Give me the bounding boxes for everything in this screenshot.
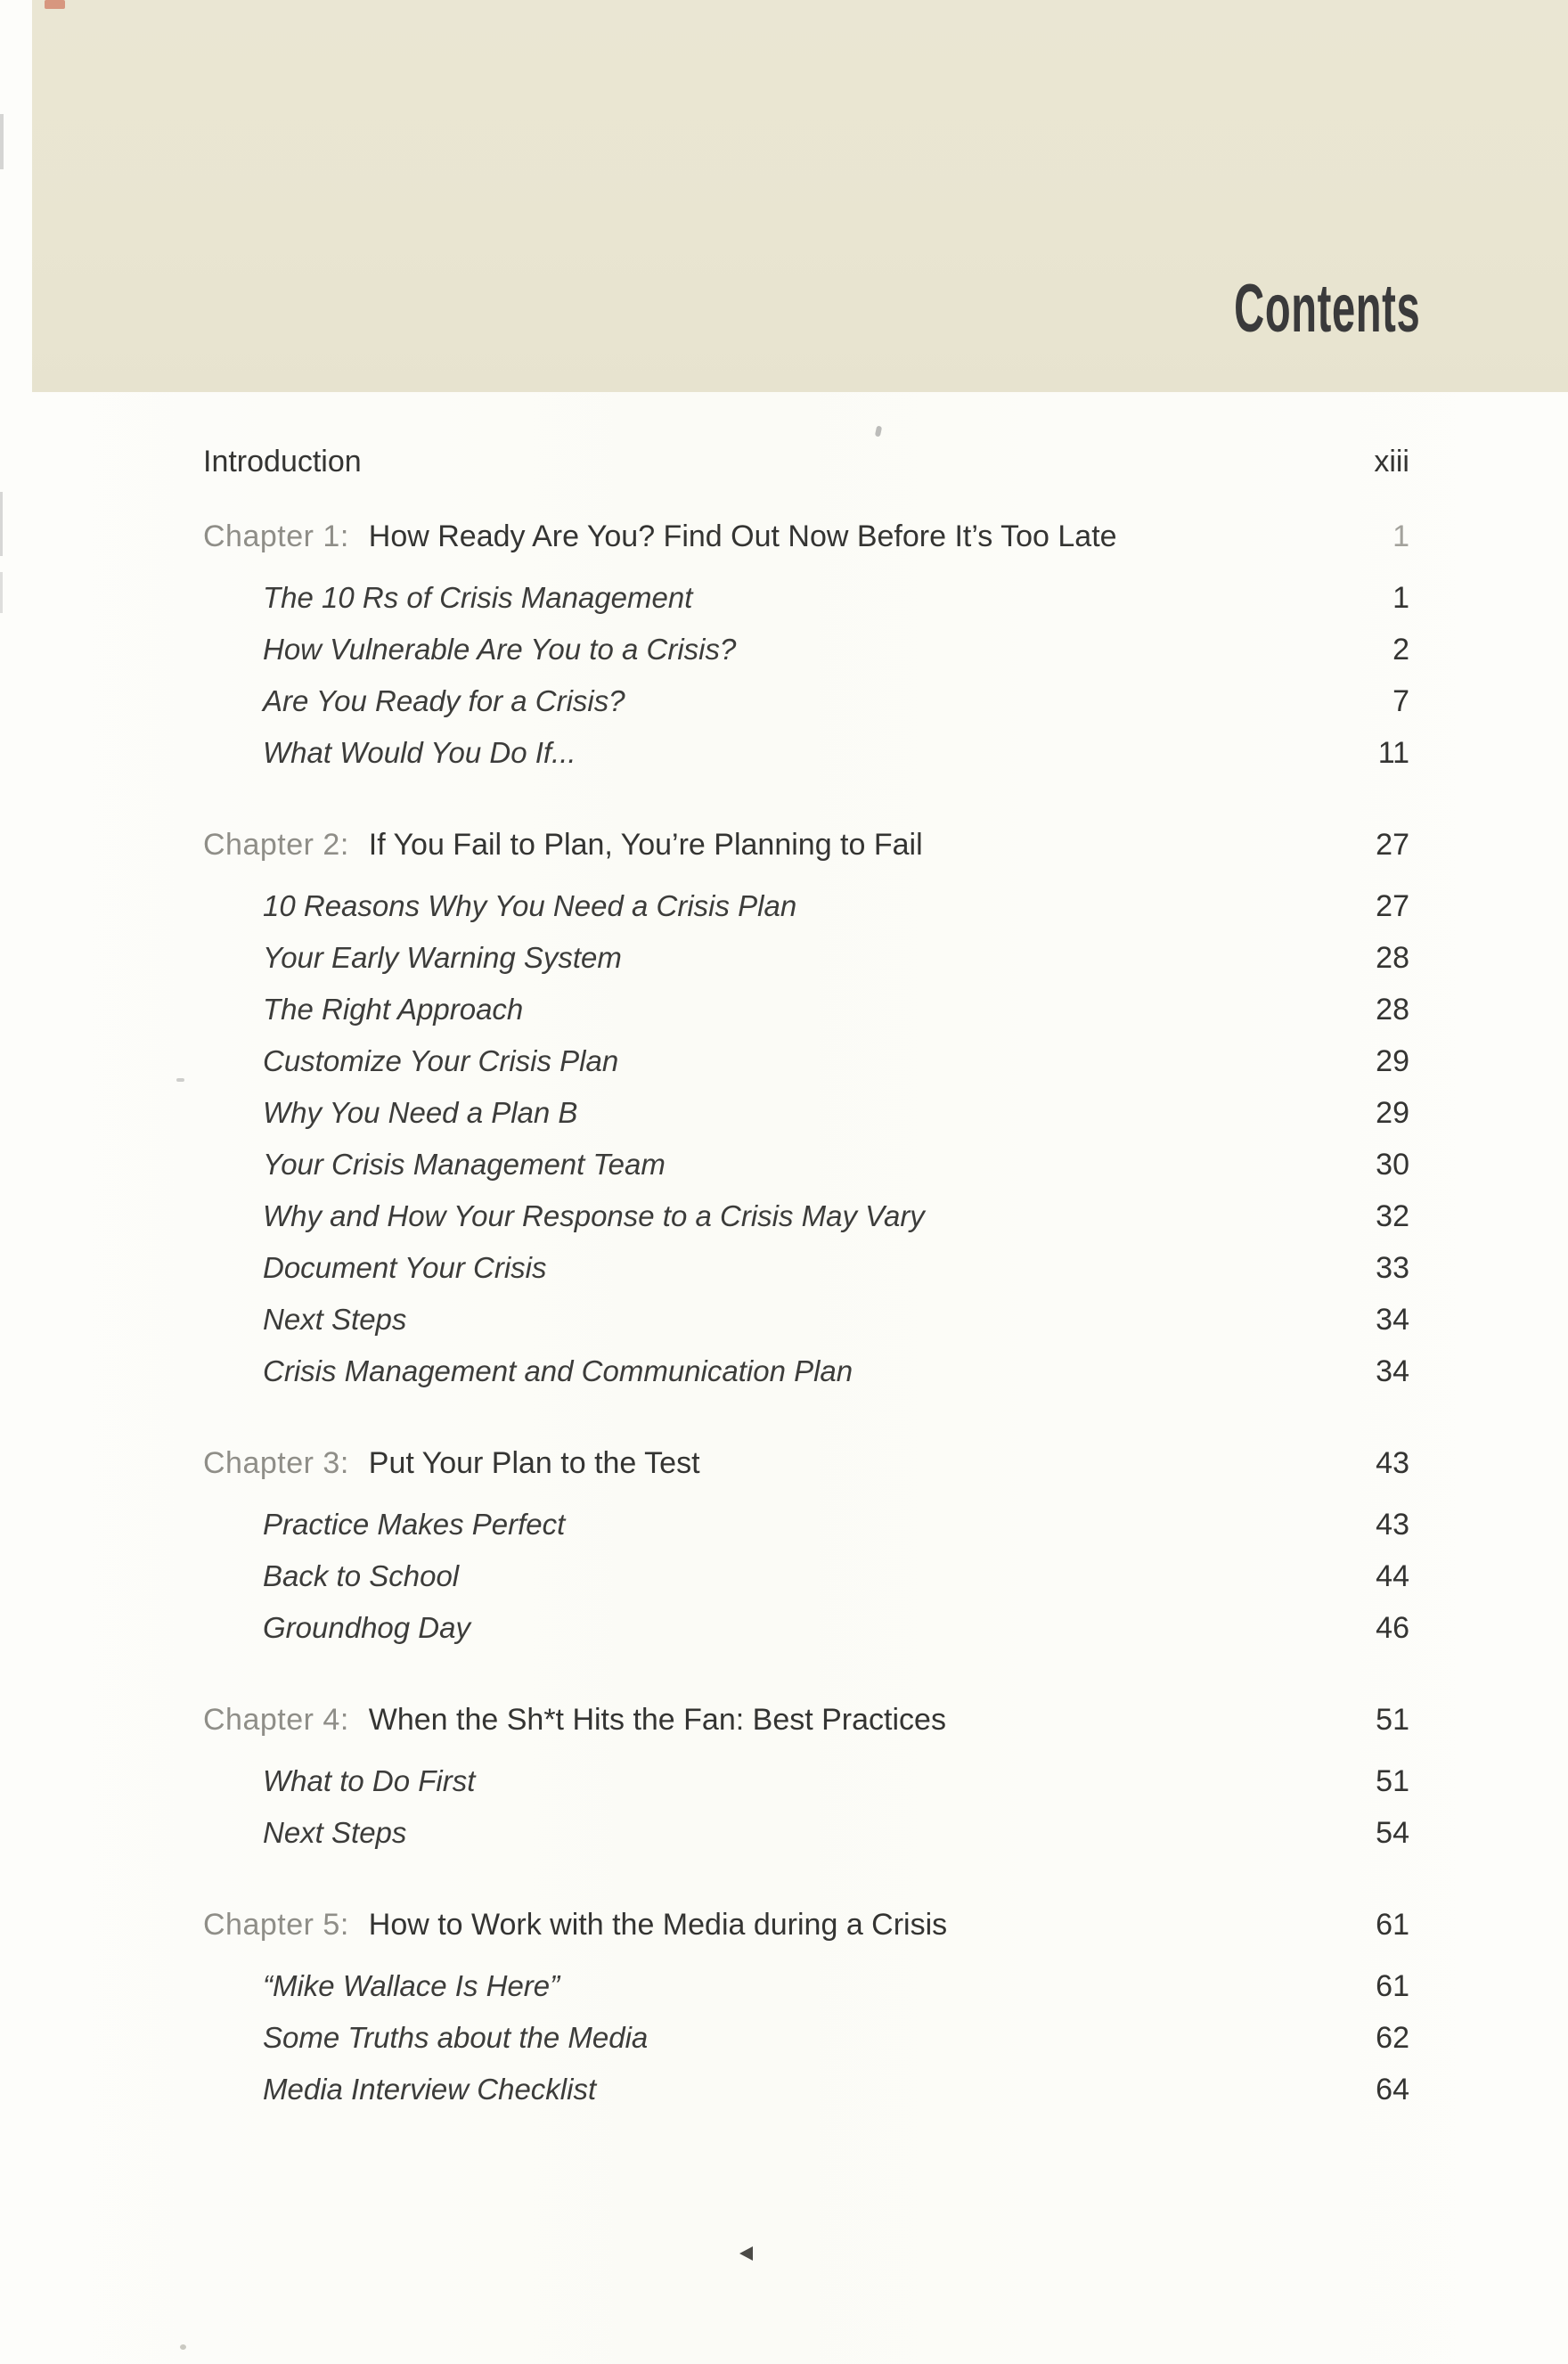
chapter-title: How to Work with the Media during a Crisis xyxy=(368,1908,948,1942)
section-title: Some Truths about the Media xyxy=(263,2021,649,2054)
toc-section-row xyxy=(203,1611,1409,1663)
page-number: 33 xyxy=(1376,1251,1409,1285)
scan-artifact-speck xyxy=(739,2246,753,2261)
page-number: 29 xyxy=(1376,1096,1409,1130)
chapter-number-label: Chapter 3: xyxy=(203,1446,349,1480)
page-number: 29 xyxy=(1376,1044,1409,1078)
page-number: 51 xyxy=(1376,1764,1409,1798)
toc-section-row xyxy=(203,1764,1409,1816)
toc-section-row xyxy=(203,1251,1409,1303)
chapter-3-heading xyxy=(203,1445,1409,1481)
page-number: 46 xyxy=(1376,1611,1409,1645)
chapter-3-sections xyxy=(203,1508,1409,1663)
toc-section-row xyxy=(203,1044,1409,1096)
header-band xyxy=(32,0,1568,392)
section-title: What Would You Do If... xyxy=(263,736,576,769)
toc-section-row xyxy=(203,581,1409,633)
toc-section-row xyxy=(203,1096,1409,1148)
page-number: 30 xyxy=(1376,1148,1409,1182)
section-title: Are You Ready for a Crisis? xyxy=(263,684,625,717)
page-number: 61 xyxy=(1376,1908,1409,1942)
page-number: 34 xyxy=(1376,1354,1409,1388)
chapter-number-label: Chapter 5: xyxy=(203,1908,349,1942)
section-title: Groundhog Day xyxy=(263,1611,470,1644)
page-number: 51 xyxy=(1376,1703,1409,1737)
chapter-number-label: Chapter 4: xyxy=(203,1703,349,1737)
toc-section-row xyxy=(203,736,1409,788)
toc-section-row xyxy=(203,1303,1409,1354)
section-title: How Vulnerable Are You to a Crisis? xyxy=(263,633,737,666)
toc-section-row xyxy=(203,2021,1409,2073)
section-title: The Right Approach xyxy=(263,993,524,1026)
toc-section-row xyxy=(203,1559,1409,1611)
scan-artifact-speck xyxy=(180,2344,186,2350)
table-of-contents xyxy=(0,392,1568,2124)
chapter-title: When the Sh*t Hits the Fan: Best Practices xyxy=(368,1703,946,1737)
section-title: 10 Reasons Why You Need a Crisis Plan xyxy=(263,889,797,922)
toc-section-row xyxy=(203,1816,1409,1868)
chapter-2-sections xyxy=(203,889,1409,1406)
chapter-number-label: Chapter 1: xyxy=(203,519,349,553)
section-title: The 10 Rs of Crisis Management xyxy=(263,581,693,614)
page-number: 43 xyxy=(1376,1446,1409,1480)
toc-section-row xyxy=(203,2073,1409,2124)
toc-entry-introduction xyxy=(203,444,1409,479)
toc-section-row xyxy=(203,1969,1409,2021)
section-title: Your Crisis Management Team xyxy=(263,1148,666,1181)
chapter-2-heading xyxy=(203,827,1409,863)
scan-artifact-edge-dash xyxy=(0,114,4,169)
page-number: 43 xyxy=(1376,1508,1409,1542)
chapter-5-heading xyxy=(203,1907,1409,1943)
page-number: 27 xyxy=(1376,828,1409,862)
section-title: Your Early Warning System xyxy=(263,941,622,974)
introduction-label: Introduction xyxy=(203,445,362,479)
page-number: 11 xyxy=(1377,736,1409,770)
page-number: 1 xyxy=(1392,519,1409,553)
page-number: 1 xyxy=(1392,581,1409,615)
section-title: Next Steps xyxy=(263,1816,407,1849)
page-number: 27 xyxy=(1376,889,1409,923)
section-title: Why You Need a Plan B xyxy=(263,1096,578,1129)
chapter-4-sections xyxy=(203,1764,1409,1868)
chapter-1-sections xyxy=(203,581,1409,788)
scan-artifact-red-mark xyxy=(45,0,65,9)
page-number: 2 xyxy=(1392,633,1409,667)
toc-section-row xyxy=(203,1148,1409,1199)
chapter-5-sections xyxy=(203,1969,1409,2124)
section-title: Crisis Management and Communication Plan xyxy=(263,1354,853,1387)
page-number: 62 xyxy=(1376,2021,1409,2055)
chapter-title: How Ready Are You? Find Out Now Before It’s Too Late xyxy=(368,519,1117,553)
toc-section-row xyxy=(203,993,1409,1044)
chapter-4-heading xyxy=(203,1702,1409,1738)
page-number: 61 xyxy=(1376,1969,1409,2003)
page-number: 28 xyxy=(1376,941,1409,975)
page-number: 64 xyxy=(1376,2073,1409,2106)
chapter-number-label: Chapter 2: xyxy=(203,828,349,862)
page-number: xiii xyxy=(1374,445,1409,479)
page-title: Contents xyxy=(1233,270,1420,347)
toc-section-row xyxy=(203,633,1409,684)
page-number: 34 xyxy=(1376,1303,1409,1337)
chapter-title: Put Your Plan to the Test xyxy=(368,1446,700,1480)
section-title: Customize Your Crisis Plan xyxy=(263,1044,619,1077)
section-title: “Mike Wallace Is Here” xyxy=(263,1969,560,2002)
section-title: Document Your Crisis xyxy=(263,1251,547,1284)
section-title: Practice Makes Perfect xyxy=(263,1508,566,1541)
toc-section-row xyxy=(203,889,1409,941)
section-title: What to Do First xyxy=(263,1764,476,1797)
toc-section-row xyxy=(203,1508,1409,1559)
section-title: Back to School xyxy=(263,1559,460,1592)
chapter-list xyxy=(203,519,1409,2124)
section-title: Why and How Your Response to a Crisis May Vary xyxy=(263,1199,925,1232)
toc-section-row xyxy=(203,1199,1409,1251)
page-number: 7 xyxy=(1392,684,1409,718)
chapter-title: If You Fail to Plan, You’re Planning to Fail xyxy=(368,828,923,862)
toc-section-row xyxy=(203,1354,1409,1406)
toc-section-row xyxy=(203,684,1409,736)
section-title: Next Steps xyxy=(263,1303,407,1336)
page-number: 28 xyxy=(1376,993,1409,1027)
page-number: 32 xyxy=(1376,1199,1409,1233)
toc-section-row xyxy=(203,941,1409,993)
section-title: Media Interview Checklist xyxy=(263,2073,597,2106)
page-number: 44 xyxy=(1376,1559,1409,1593)
page-number: 54 xyxy=(1376,1816,1409,1850)
chapter-1-heading xyxy=(203,519,1409,554)
